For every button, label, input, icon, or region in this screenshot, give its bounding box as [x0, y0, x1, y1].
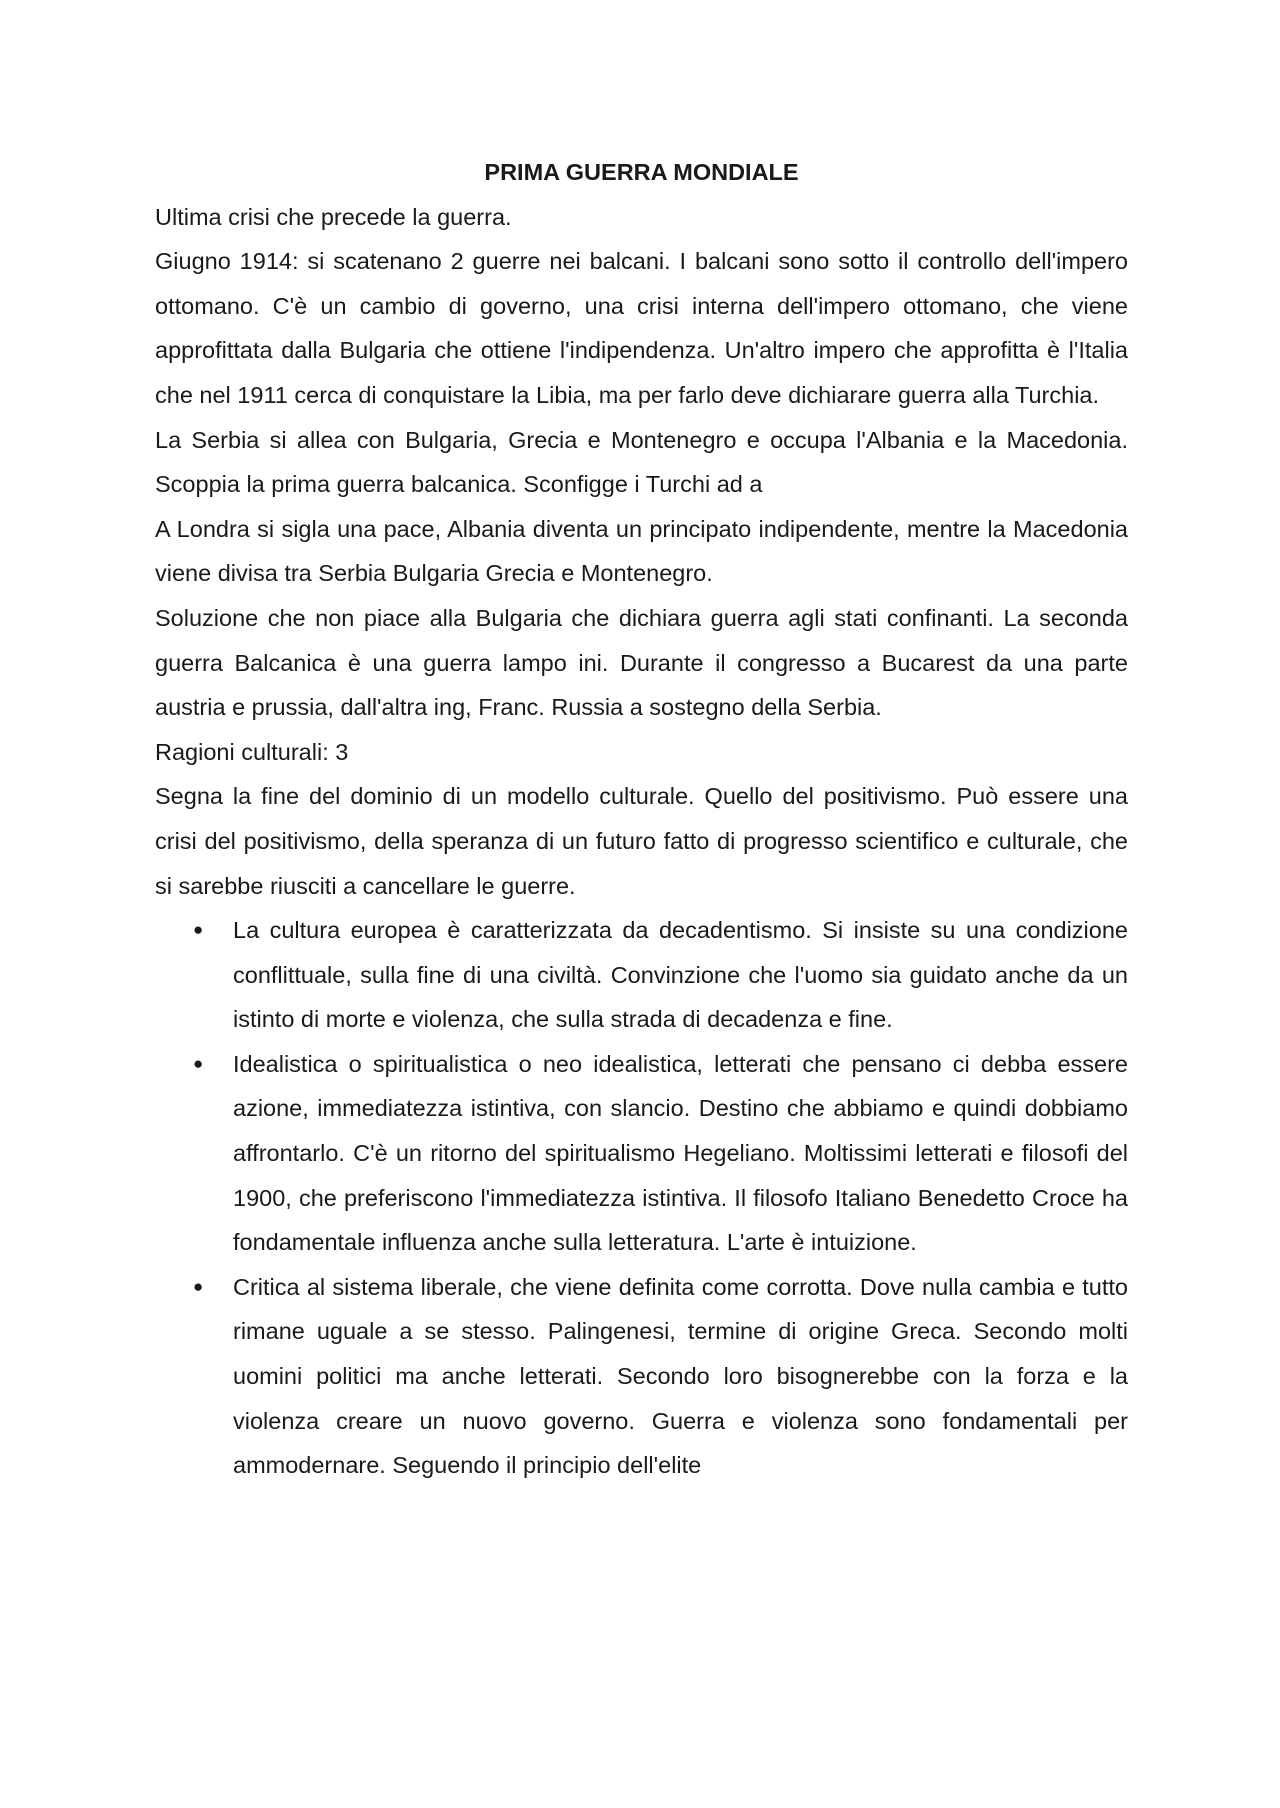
paragraph-intro: Ultima crisi che precede la guerra.: [155, 203, 512, 230]
document-title: PRIMA GUERRA MONDIALE: [484, 159, 799, 185]
list-item: [155, 1042, 1128, 1265]
paragraph-cultural-reasons: Ragioni culturali: 3: [155, 738, 349, 765]
bullet-icon: ●: [193, 1053, 204, 1073]
paragraph-balkans: Giugno 1914: si scatenano 2 guerre nei balcani. I balcani sono sotto il controllo dell'impero ottomano. C'è un cambio di governo, una crisi interna dell'impero ottomano, che viene approfittata dalla Bulgaria che ottiene l'indipendenza. Un'altro impero che approfitta è l'Italia che nel 1911 cerca di conquistare la Libia, ma per farlo deve dichiarare guerra alla Turchia.: [155, 248, 1128, 408]
document-body: [155, 150, 1128, 1488]
list-item-text: La cultura europea è caratterizzata da decadentismo. Si insiste su una condizione conflittuale, sulla fine di una civiltà. Convinzione che l'uomo sia guidato anche da un istinto di morte e violenza, che sulla strada di decadenza e fine.: [233, 917, 1128, 1033]
bullet-list: [155, 908, 1128, 1488]
paragraph-london-peace: A Londra si sigla una pace, Albania diventa un principato indipendente, mentre la Macedonia viene divisa tra Serbia Bulgaria Grecia e Montenegro.: [155, 515, 1128, 587]
list-item: [155, 908, 1128, 1042]
paragraph-positivism: Segna la fine del dominio di un modello culturale. Quello del positivismo. Può essere una crisi del positivismo, della speranza di un futuro fatto di progresso scientifico e culturale, che si sarebbe riusciti a cancellare le guerre.: [155, 783, 1128, 899]
list-item: [155, 1265, 1128, 1488]
list-item-text: Critica al sistema liberale, che viene definita come corrotta. Dove nulla cambia e tutto rimane uguale a se stesso. Palingenesi, termine di origine Greca. Secondo molti uomini politici ma anche letterati. Secondo loro bisognerebbe con la forza e la violenza creare un nuovo governo. Guerra e violenza sono fondamentali per ammodernare. Seguendo il principio dell'elite: [233, 1273, 1128, 1479]
paragraph-first-balkan-war: La Serbia si allea con Bulgaria, Grecia e Montenegro e occupa l'Albania e la Macedonia. Scoppia la prima guerra balcanica. Sconfigge i Turchi ad a: [155, 426, 1128, 498]
paragraph-second-balkan-war: Soluzione che non piace alla Bulgaria che dichiara guerra agli stati confinanti. La seconda guerra Balcanica è una guerra lampo ini. Durante il congresso a Bucarest da una parte austria e prussia, dall'altra ing, Franc. Russia a sostegno della Serbia.: [155, 604, 1128, 721]
list-item-text: Idealistica o spiritualistica o neo idealistica, letterati che pensano ci debba essere azione, immediatezza istintiva, con slancio. Destino che abbiamo e quindi dobbiamo affrontarlo. C'è un ritorno del spiritualismo Hegeliano. Moltissimi letterati e filosofi del 1900, che preferiscono l'immediatezza istintiva. Il filosofo Italiano Benedetto Croce ha fondamentale influenza anche sulla letteratura. L'arte è intuizione.: [233, 1050, 1128, 1256]
bullet-icon: ●: [193, 920, 204, 940]
bullet-icon: ●: [193, 1276, 204, 1296]
